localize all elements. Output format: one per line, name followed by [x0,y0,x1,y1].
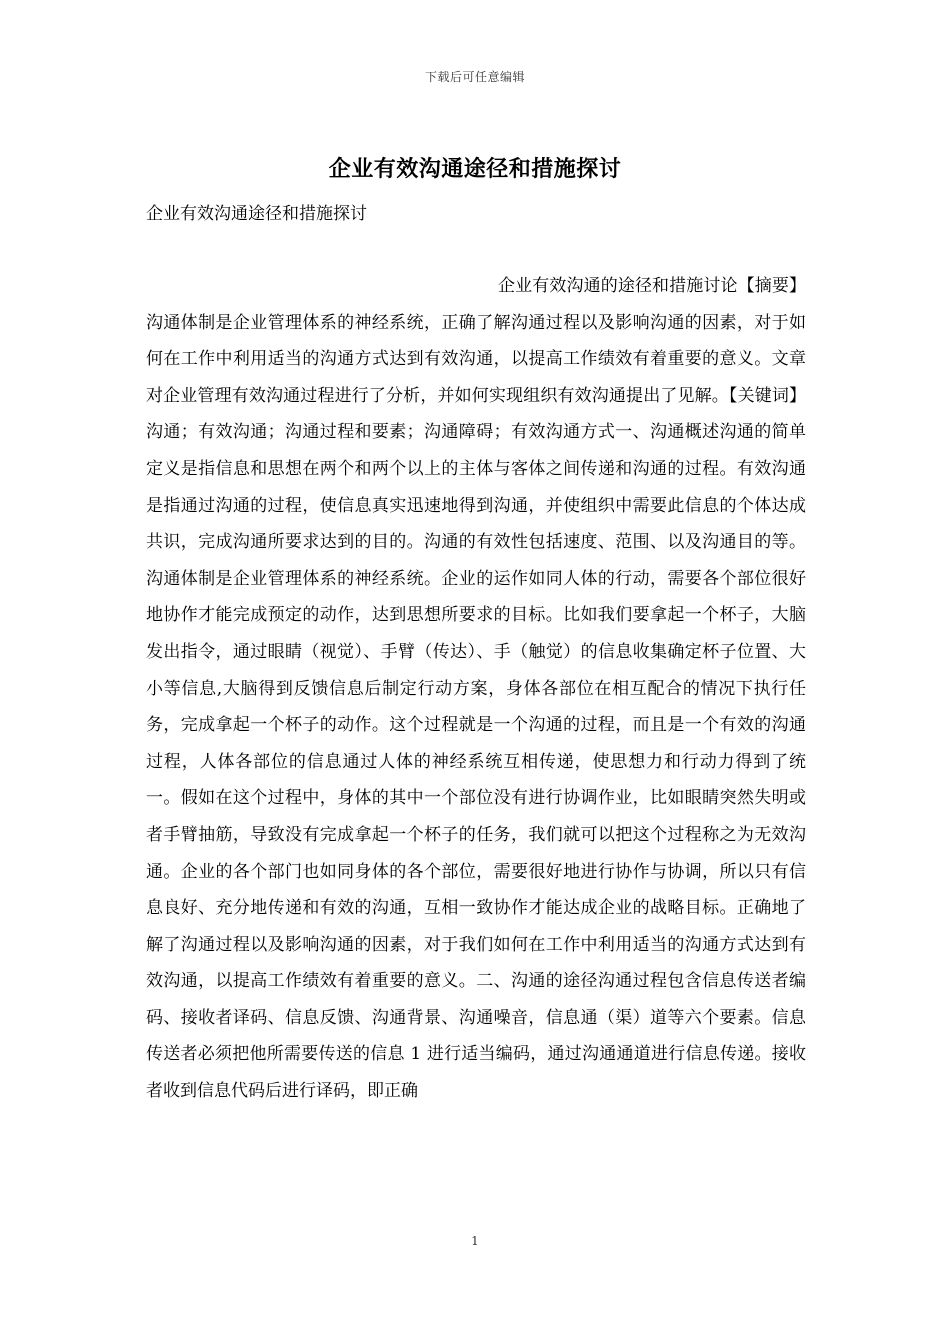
document-title: 企业有效沟通途径和措施探讨 [328,156,622,182]
document-body: 企业有效沟通的途径和措施讨论【摘要】沟通体制是企业管理体系的神经系统，正确了解沟通过程以及影响沟通的因素，对于如何在工作中利用适当的沟通方式达到有效沟通，以提高工作绩效有着重要的意义。文章对企业管理有效沟通过程进行了分析，并如何实现组织有效沟通提出了见解。【关键词】沟通；有效沟通；沟通过程和要素；沟通障碍；有效沟通方式一、沟通概述沟通的简单定义是指信息和思想在两个和两个以上的主体与客体之间传递和沟通的过程。有效沟通是指通过沟通的过程，使信息真实迅速地得到沟通，并使组织中需要此信息的个体达成共识，完成沟通所要求达到的目的。沟通的有效性包括速度、范围、以及沟通目的等。沟通体制是企业管理体系的神经系统。企业的运作如同人体的行动，需要各个部位很好地协作才能完成预定的动作，达到思想所要求的目标。比如我们要拿起一个杯子，大脑发出指令，通过眼睛（视觉）、手臂（传达）、手（触觉）的信息收集确定杯子位置、大小等信息,大脑得到反馈信息后制定行动方案，身体各部位在相互配合的情况下执行任务，完成拿起一个杯子的动作。这个过程就是一个沟通的过程，而且是一个有效的沟通过程，人体各部位的信息通过人体的神经系统互相传递，使思想力和行动力得到了统一。假如在这个过程中，身体的其中一个部位没有进行协调作业，比如眼睛突然失明或者手臂抽筋，导致没有完成拿起一个杯子的任务，我们就可以把这个过程称之为无效沟通。企业的各个部门也如同身体的各个部位，需要很好地进行协作与协调，所以只有信息良好、充分地传递和有效的沟通，互相一致协作才能达成企业的战略目标。正确地了解了沟通过程以及影响沟通的因素，对于我们如何在工作中利用适当的沟通方式达到有效沟通，以提高工作绩效有着重要的意义。二、沟通的途径沟通过程包含信息传送者编码、接收者译码、信息反馈、沟通背景、沟通噪音，信息通（渠）道等六个要素。信息传送者必须把他所需要传送的信息 1 进行适当编码，通过沟通通道进行信息传递。接收者收到信息代码后进行译码，即正确 [146,276,806,1102]
document-subtitle: 企业有效沟通途径和措施探讨 [146,204,367,224]
page-number: 1 [471,1234,479,1248]
header-note: 下载后可任意编辑 [424,70,525,84]
